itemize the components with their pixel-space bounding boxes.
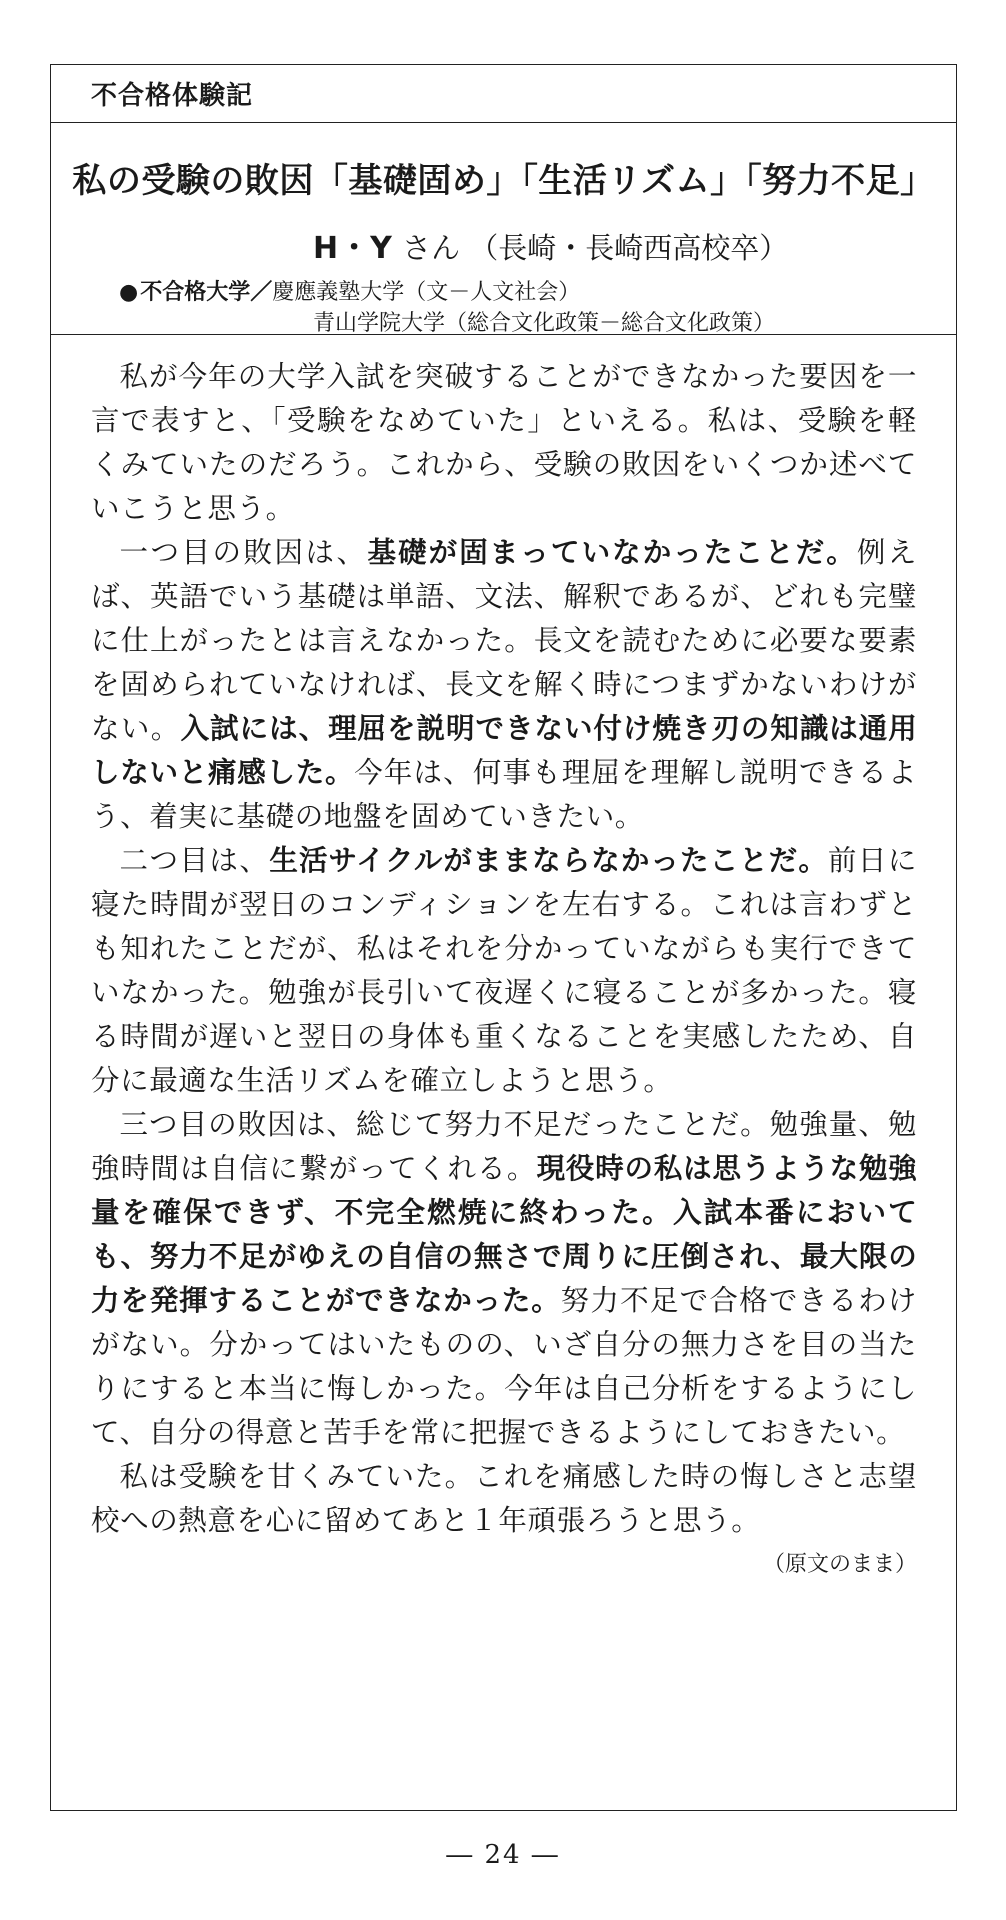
author-honorific: さん bbox=[402, 231, 461, 265]
paragraph-text: 努力不足で合格できるわけがない。分かってはいたものの、いざ自分の無力さを目の当たりにすると本当に悔しかった。今年は自己分析をするようにして、自分の得意と苦手を常に把握できるようにしておきたい。 bbox=[91, 1284, 918, 1449]
paragraph-text: 今年は、何事も理屈を理解し説明できるよう、着実に基礎の地盤を固めていきたい。 bbox=[91, 756, 917, 833]
author-school: （長崎・長崎西高校卒） bbox=[469, 231, 789, 265]
body-paragraph bbox=[91, 1455, 917, 1543]
failed-university-item: 慶應義塾大学（文－人文社会） bbox=[272, 280, 581, 305]
body-paragraph bbox=[91, 839, 917, 1103]
section-label-row bbox=[51, 65, 956, 123]
label-separator: ／ bbox=[250, 280, 273, 305]
article-header bbox=[51, 123, 956, 335]
failed-universities-row bbox=[119, 275, 580, 306]
article-frame bbox=[50, 64, 957, 1811]
paragraph-text: 私が今年の大学入試を突破することができなかった要因を一言で表すと、「受験をなめていた」といえる。私は、受験を軽くみていたのだろう。これから、受験の敗因をいくつか述べていこうと思う。 bbox=[91, 360, 917, 525]
bullet-icon: ● bbox=[119, 280, 139, 305]
paragraph-text: 例えば、英語でいう基礎は単語、文法、解釈であるが、どれも完璧に仕上がったとは言えなかった。長文を読むために必要な要素を固められていなければ、長文を解く時につまずかないわけがない。 bbox=[91, 536, 917, 745]
emphasized-text: 生活サイクルがままならなかったことだ。 bbox=[269, 844, 828, 877]
page-number: ― 24 ― bbox=[446, 1840, 560, 1870]
article-title: 私の受験の敗因「基礎固め」「生活リズム」「努力不足」 bbox=[72, 161, 935, 201]
emphasized-text: 現役時の私は思うような勉強量を確保できず、不完全燃焼に終わった。入試本番においても、努力不足がゆえの自信の無さで周りに圧倒され、最大限の力を発揮することができなかった。 bbox=[91, 1152, 917, 1317]
paragraph-text: 前日に寝た時間が翌日のコンディションを左右する。これは言わずとも知れたことだが、私はそれを分かっていながらも実行できていなかった。勉強が長引いて夜遅くに寝ることが多かった。寝る時間が遅いと翌日の身体も重くなることを実感したため、自分に最適な生活リズムを確立しようと思う。 bbox=[91, 844, 917, 1097]
original-text-note: （原文のまま） bbox=[762, 1552, 917, 1577]
paragraph-text: 一つ目の敗因は、 bbox=[119, 536, 368, 569]
paragraph-text: 三つ目の敗因は、総じて努力不足だったことだ。勉強量、勉強時間は自信に繋がってくれる。 bbox=[91, 1108, 917, 1185]
article-body bbox=[91, 355, 917, 1578]
emphasized-text: 基礎が固まっていなかったことだ。 bbox=[367, 536, 857, 569]
paragraph-text: 二つ目は、 bbox=[119, 844, 270, 877]
failed-university-item: 青山学院大学（総合文化政策－総合文化政策） bbox=[313, 311, 776, 336]
section-label: 不合格体験記 bbox=[91, 81, 254, 111]
emphasized-text: 入試には、理屈を説明できない付け焼き刃の知識は通用しないと痛感した。 bbox=[91, 712, 917, 789]
body-paragraph bbox=[91, 531, 917, 839]
paragraph-list bbox=[91, 355, 917, 1543]
body-paragraph bbox=[91, 355, 917, 531]
paragraph-text: 私は受験を甘くみていた。これを痛感した時の悔しさと志望校への熱意を心に留めてあと１年頑張ろうと思う。 bbox=[91, 1460, 917, 1537]
body-paragraph bbox=[91, 1103, 917, 1455]
author-name: H・Y bbox=[313, 231, 393, 266]
author-line bbox=[313, 223, 788, 267]
failed-universities-label: 不合格大学 bbox=[140, 280, 251, 305]
